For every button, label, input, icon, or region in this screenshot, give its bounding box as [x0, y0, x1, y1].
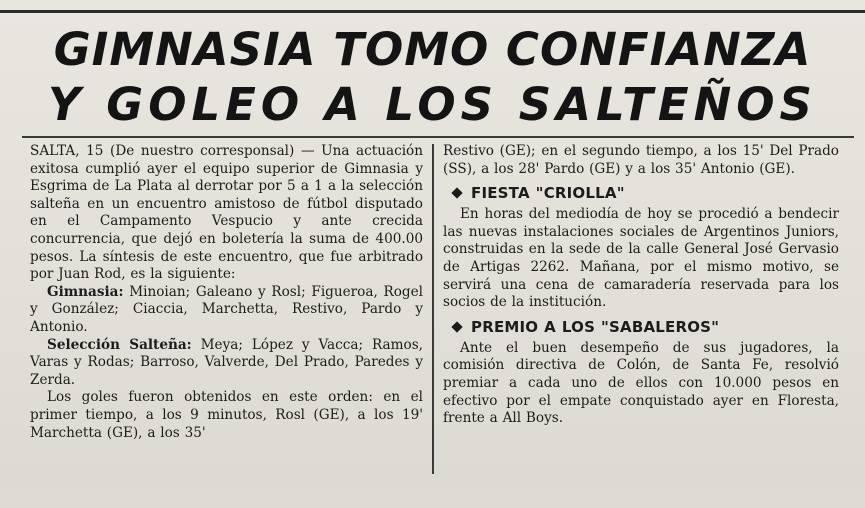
right-column — [443, 143, 839, 428]
goals-paragraph: Los goles fueron obtenidos en este orden: en el primer tiempo, a los 9 minutos, Rosl (GE), a los 19' Marchetta (GE), a los 35' — [30, 389, 423, 441]
bottom-edge — [0, 488, 865, 508]
premio-paragraph: Ante el buen desempeño de sus jugadores, la comisión directiva de Colón, de Santa Fe, resolvió premiar a cada uno de ellos con 10.000 pesos en efectivo por el empate conquistado ayer en Floresta, frente a All Boys. — [443, 339, 839, 427]
lineup-gimnasia — [30, 284, 423, 337]
lineup-salta-label: Selección Salteña: — [47, 336, 192, 353]
lineup-salta — [30, 337, 423, 390]
lineup-gimnasia-players: Minoian; Galeano y Rosl; Figueroa, Rogel y González; Ciaccia, Marchetta, Restivo, Pardo y Antonio. — [30, 283, 423, 335]
lineup-gimnasia-label: Gimnasia: — [47, 283, 124, 300]
column-divider — [432, 144, 434, 474]
fiesta-paragraph: En horas del mediodía de hoy se procedió a bendecir las nuevas instalaciones sociales de Argentinos Juniors, construidas en la sede de la calle General José Gervasio de Artigas 2262. Mañana, por el mismo motivo, se servirá una cena de camaradería reservada para los socios de la institución. — [443, 206, 839, 311]
subhead-fiesta-criolla-text: FIESTA "CRIOLLA" — [471, 184, 625, 203]
subhead-premio-sabaleros-text: PREMIO A LOS "SABALEROS" — [471, 317, 720, 336]
subhead-fiesta-criolla — [451, 183, 839, 203]
top-rule — [0, 10, 865, 13]
headline-line-1: GIMNASIA TOMO CONFIANZA — [53, 23, 812, 76]
headline — [0, 22, 865, 132]
lead-paragraph: SALTA, 15 (De nuestro corresponsal) — Una actuación exitosa cumplió ayer el equipo superior de Gimnasia y Esgrima de La Plata al derrotar por 5 a 1 a la selección salteña en un encuentro amistoso de fútbol disputado en el Campamento Vespucio y ante crecida concurrencia, que dejó en boletería la suma de 400.00 pesos. La síntesis de este encuentro, que fue arbitrado por Juan Rod, es la siguiente: — [30, 143, 423, 283]
lineup-salta-players: Meya; López y Vacca; Ramos, Varas y Rodas; Barroso, Valverde, Del Prado, Paredes y Zerda. — [30, 336, 423, 388]
left-column — [30, 143, 423, 442]
headline-line-2: Y GOLEO A LOS SALTEÑOS — [48, 78, 817, 131]
diamond-bullet-icon — [451, 188, 462, 199]
goals-continued: Restivo (GE); en el segundo tiempo, a los 15' Del Prado (SS), a los 28' Pardo (GE) y a los 35' Antonio (GE). — [443, 143, 839, 177]
subhead-premio-sabaleros — [451, 317, 839, 337]
headline-rule — [22, 136, 854, 138]
diamond-bullet-icon — [451, 321, 462, 332]
